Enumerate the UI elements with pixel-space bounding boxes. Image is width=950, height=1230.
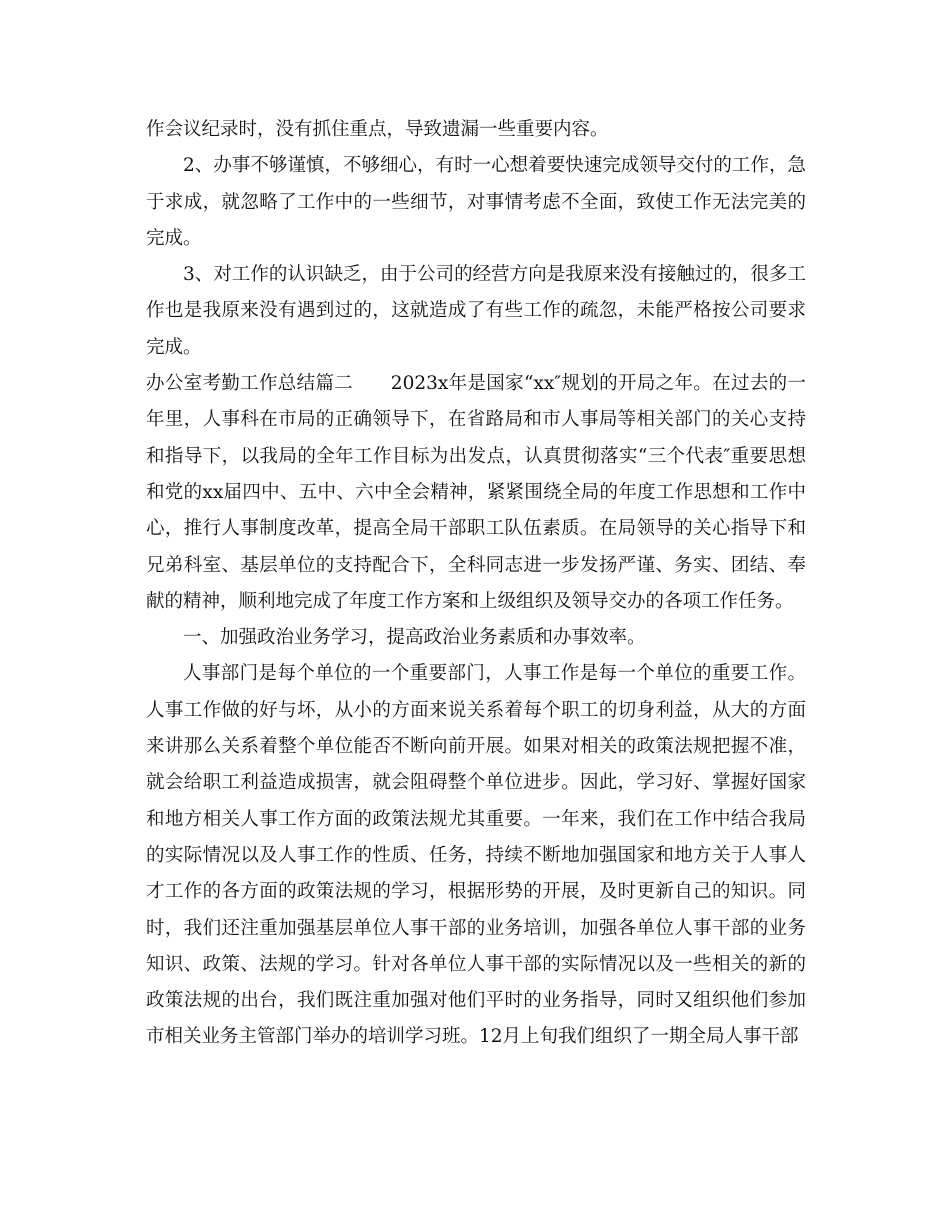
document-body <box>146 112 806 1056</box>
paragraph-continuation: 作会议纪录时，没有抓住重点，导致遗漏一些重要内容。 <box>146 119 609 140</box>
paragraph-point-2: 2、办事不够谨慎，不够细心，有时一心想着要快速完成领导交付的工作，急于求成，就忽略了工作中的一些细节，对事情考虑不全面，致使工作无法完美的完成。 <box>146 155 806 249</box>
paragraph-section-two-intro: 办公室考勤工作总结篇二 2023x年是国家“xx″规划的开局之年。在过去的一年里，人事科在市局的正确领导下，在省路局和市人事局等相关部门的关心支持和指导下，以我局的全年工作目标为出发点，认真贯彻落实“三个代表″重要思想和党的xx届四中、五中、六中全会精神，紧紧围绕全局的年度工作思想和工作中心，推行人事制度改革，提高全局干部职工队伍素质。在局领导的关心指导下和兄弟科室、基层单位的支持配合下，全科同志进一步发扬严谨、务实、团结、奉献的精神，顺利地完成了年度工作方案和上级组织及领导交办的各项工作任务。 <box>146 373 806 612</box>
paragraph-body: 人事部门是每个单位的一个重要部门，人事工作是每一个单位的重要工作。人事工作做的好与坏，从小的方面来说关系着每个职工的切身利益，从大的方面来讲那么关系着整个单位能否不断向前开展。如果对相关的政策法规把握不准，就会给职工利益造成损害，就会阻碍整个单位进步。因此，学习好、掌握好国家和地方相关人事工作方面的政策法规尤其重要。一年来，我们在工作中结合我局的实际情况以及人事工作的性质、任务，持续不断地加强国家和地方关于人事人才工作的各方面的政策法规的学习，根据形势的开展，及时更新自己的知识。同时，我们还注重加强基层单位人事干部的业务培训，加强各单位人事干部的业务知识、政策、法规的学习。针对各单位人事干部的实际情况以及一些相关的新的政策法规的出台，我们既注重加强对他们平时的业务指导，同时又组织他们参加市相关业务主管部门举办的培训学习班。12月上旬我们组织了一期全局人事干部 <box>146 663 806 1048</box>
paragraph-heading-one: 一、加强政治业务学习，提高政治业务素质和办事效率。 <box>183 627 646 649</box>
paragraph-point-3: 3、对工作的认识缺乏，由于公司的经营方向是我原来没有接触过的，很多工作也是我原来没有遇到过的，这就造成了有些工作的疏忽，未能严格按公司要求完成。 <box>146 264 806 358</box>
